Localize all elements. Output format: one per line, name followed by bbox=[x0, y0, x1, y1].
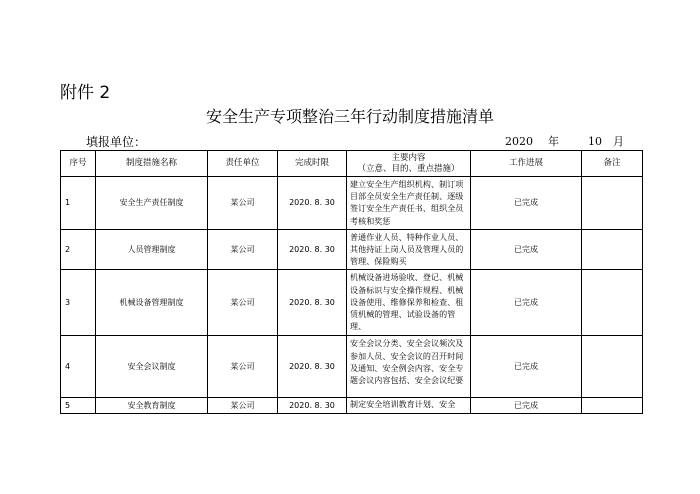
row-dept: 某公司 bbox=[208, 336, 278, 398]
header-no: 序号 bbox=[61, 151, 96, 177]
row-name: 安全生产责任制度 bbox=[96, 177, 208, 230]
row-name: 安全会议制度 bbox=[96, 336, 208, 398]
row-progress: 已完成 bbox=[471, 270, 582, 336]
row-name: 安全教育制度 bbox=[96, 398, 208, 413]
row-deadline: 2020. 8. 30 bbox=[278, 398, 347, 413]
row-progress: 已完成 bbox=[471, 336, 582, 398]
report-month-suffix: 月 bbox=[613, 135, 624, 148]
row-no: 5 bbox=[61, 398, 96, 413]
table-row bbox=[61, 398, 643, 413]
row-deadline: 2020. 8. 30 bbox=[278, 336, 347, 398]
row-content: 机械设备进场验收、登记、机械设备标识与安全操作规程、机械设备使用、维修保养和检查、租赁机械的管理、试验设备的管理、 bbox=[347, 270, 471, 336]
header-name: 制度措施名称 bbox=[96, 151, 208, 177]
table-row bbox=[61, 177, 643, 230]
row-no: 4 bbox=[61, 336, 96, 398]
table-row bbox=[61, 270, 643, 336]
row-note bbox=[582, 177, 643, 230]
row-no: 3 bbox=[61, 270, 96, 336]
row-name: 机械设备管理制度 bbox=[96, 270, 208, 336]
document-title: 安全生产专项整治三年行动制度措施清单 bbox=[205, 107, 494, 126]
attachment-label: 附件 2 bbox=[60, 83, 111, 103]
row-progress: 已完成 bbox=[471, 398, 582, 413]
row-progress: 已完成 bbox=[471, 177, 582, 230]
report-month: 10 bbox=[588, 135, 602, 148]
row-deadline: 2020. 8. 30 bbox=[278, 177, 347, 230]
header-dept: 责任单位 bbox=[208, 151, 278, 177]
row-deadline: 2020. 8. 30 bbox=[278, 270, 347, 336]
row-note bbox=[582, 336, 643, 398]
header-progress: 工作进展 bbox=[471, 151, 582, 177]
reporting-unit-label: 填报单位： bbox=[86, 135, 147, 149]
row-note bbox=[582, 270, 643, 336]
table-row bbox=[61, 336, 643, 398]
row-content: 安全会议分类、安全会议频次及参加人员、安全会议的召开时间及通知、安全例会内容、安全专题会议内容包括、安全会议纪要 bbox=[347, 336, 471, 398]
row-note bbox=[582, 229, 643, 270]
measures-table bbox=[60, 150, 643, 414]
row-no: 1 bbox=[61, 177, 96, 230]
header-note: 备注 bbox=[582, 151, 643, 177]
row-dept: 某公司 bbox=[208, 177, 278, 230]
row-progress: 已完成 bbox=[471, 229, 582, 270]
report-date bbox=[505, 133, 624, 149]
report-year: 2020 bbox=[505, 135, 533, 148]
header-deadline: 完成时限 bbox=[278, 151, 347, 177]
row-dept: 某公司 bbox=[208, 229, 278, 270]
header-content bbox=[347, 151, 471, 177]
table-header-row bbox=[61, 151, 643, 177]
row-name: 人员管理制度 bbox=[96, 229, 208, 270]
row-content: 建立安全生产组织机构、制订项目部全员安全生产责任制、逐级签订安全生产责任书、组织全员考核和奖惩 bbox=[347, 177, 471, 230]
row-no: 2 bbox=[61, 229, 96, 270]
row-content: 普通作业人员、特种作业人员、其他持证上岗人员及管理人员的管理、保险购买 bbox=[347, 229, 471, 270]
row-note bbox=[582, 398, 643, 413]
table-row bbox=[61, 229, 643, 270]
header-content-sub: （立意、目的、重点措施） bbox=[357, 163, 460, 174]
report-year-suffix: 年 bbox=[548, 135, 559, 148]
row-dept: 某公司 bbox=[208, 270, 278, 336]
row-deadline: 2020. 8. 30 bbox=[278, 229, 347, 270]
header-content-main: 主要内容 bbox=[391, 152, 426, 163]
row-dept: 某公司 bbox=[208, 398, 278, 413]
row-content: 制定安全培训教育计划、安全 bbox=[347, 398, 471, 413]
